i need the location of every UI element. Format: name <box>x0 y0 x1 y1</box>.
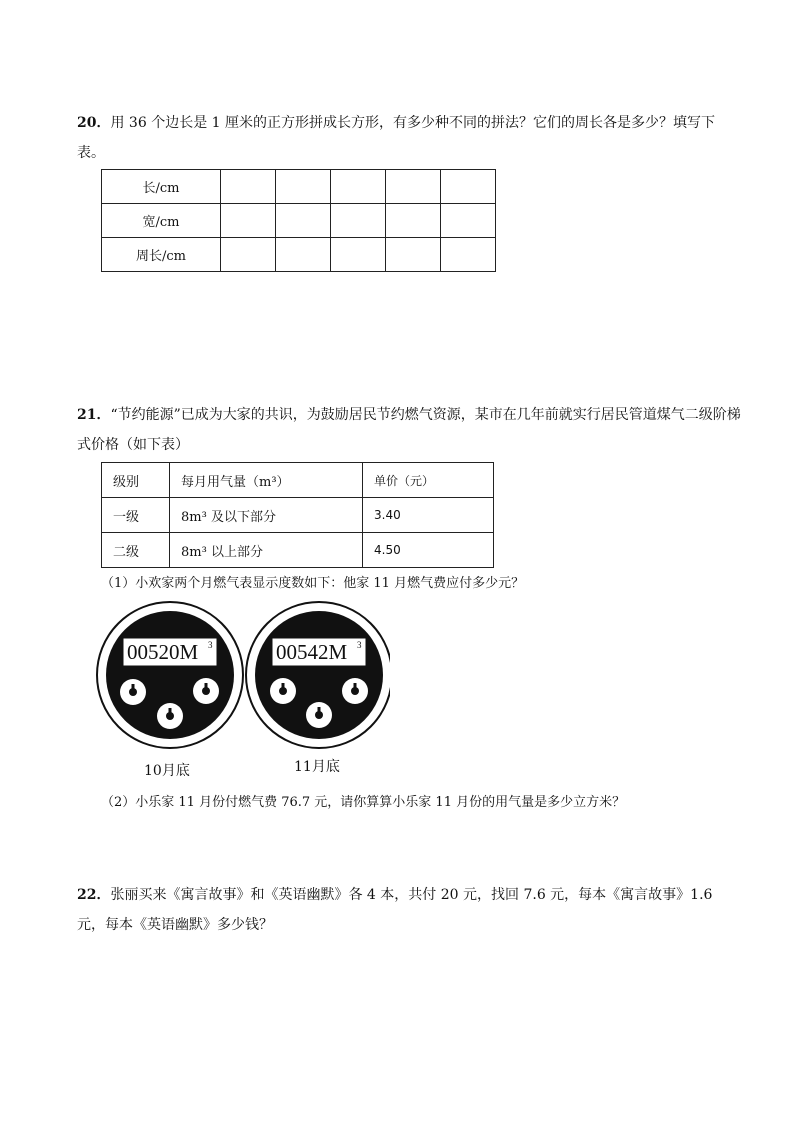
question-text: “节约能源”已成为大家的共识，为鼓励居民节约燃气资源，某市在几年前就实行居民管道煤气二级阶梯式价格（如下表） <box>77 407 741 453</box>
answer-cell[interactable] <box>386 170 441 204</box>
gas-price-table <box>101 462 494 568</box>
answer-cell[interactable] <box>221 170 276 204</box>
dial-icon <box>120 679 146 705</box>
gas-meter-october <box>97 602 243 748</box>
table-row <box>102 238 496 272</box>
question-number: 21． <box>77 407 111 423</box>
header-cell: 每月用气量（m³） <box>170 463 363 498</box>
gas-meter-november <box>246 602 390 748</box>
header-cell: 级别 <box>102 463 170 498</box>
sub-question-2: （2）小乐家 11 月份付燃气费 76.7 元，请你算算小乐家 11 月份的用气量是多少立方米？ <box>101 795 626 810</box>
question-20 <box>77 108 742 168</box>
table-row <box>102 463 494 498</box>
meter-reading: 00542M <box>276 640 348 664</box>
question-text: 用 36 个边长是 1 厘米的正方形拼成长方形，有多少种不同的拼法？它们的周长各是多少？填写下表。 <box>77 115 716 161</box>
answer-cell[interactable] <box>331 204 386 238</box>
answer-cell[interactable] <box>331 238 386 272</box>
table-cell: 3.40 <box>363 498 494 533</box>
dial-icon <box>342 678 368 704</box>
table-row <box>102 170 496 204</box>
table-cell: 4.50 <box>363 533 494 568</box>
table-cell: 8m³ 及以下部分 <box>170 498 363 533</box>
dial-icon <box>193 678 219 704</box>
answer-cell[interactable] <box>221 204 276 238</box>
header-cell: 单价（元） <box>363 463 494 498</box>
table-row <box>102 533 494 568</box>
answer-cell[interactable] <box>331 170 386 204</box>
row-header-width: 宽/cm <box>102 204 221 238</box>
answer-cell[interactable] <box>276 170 331 204</box>
row-header-perimeter: 周长/cm <box>102 238 221 272</box>
meter-reading: 00520M <box>127 640 199 664</box>
answer-cell[interactable] <box>386 204 441 238</box>
table-row <box>102 204 496 238</box>
question-22 <box>77 880 742 940</box>
answer-cell[interactable] <box>276 204 331 238</box>
dial-icon <box>306 702 332 728</box>
answer-cell[interactable] <box>441 238 496 272</box>
table-cell: 8m³ 以上部分 <box>170 533 363 568</box>
rectangle-table <box>101 169 496 272</box>
question-number: 22． <box>77 887 111 903</box>
dial-icon <box>270 678 296 704</box>
gas-meters-figure <box>90 598 390 758</box>
meter-unit-sup: 3 <box>208 640 213 650</box>
row-header-length: 长/cm <box>102 170 221 204</box>
question-21 <box>77 400 742 460</box>
answer-cell[interactable] <box>221 238 276 272</box>
sub-question-1: （1）小欢家两个月燃气表显示度数如下：他家 11 月燃气费应付多少元？ <box>101 576 525 591</box>
answer-cell[interactable] <box>441 170 496 204</box>
meter-unit-sup: 3 <box>357 640 362 650</box>
meter-caption-november: 11月底 <box>294 759 340 775</box>
dial-icon <box>157 703 183 729</box>
answer-cell[interactable] <box>276 238 331 272</box>
table-cell: 一级 <box>102 498 170 533</box>
table-cell: 二级 <box>102 533 170 568</box>
answer-cell[interactable] <box>441 204 496 238</box>
question-text: 张丽买来《寓言故事》和《英语幽默》各 4 本，共付 20 元，找回 7.6 元，每本《寓言故事》1.6 元，每本《英语幽默》多少钱？ <box>77 887 713 933</box>
table-row <box>102 498 494 533</box>
question-number: 20． <box>77 115 111 131</box>
meter-caption-october: 10月底 <box>144 763 190 779</box>
answer-cell[interactable] <box>386 238 441 272</box>
